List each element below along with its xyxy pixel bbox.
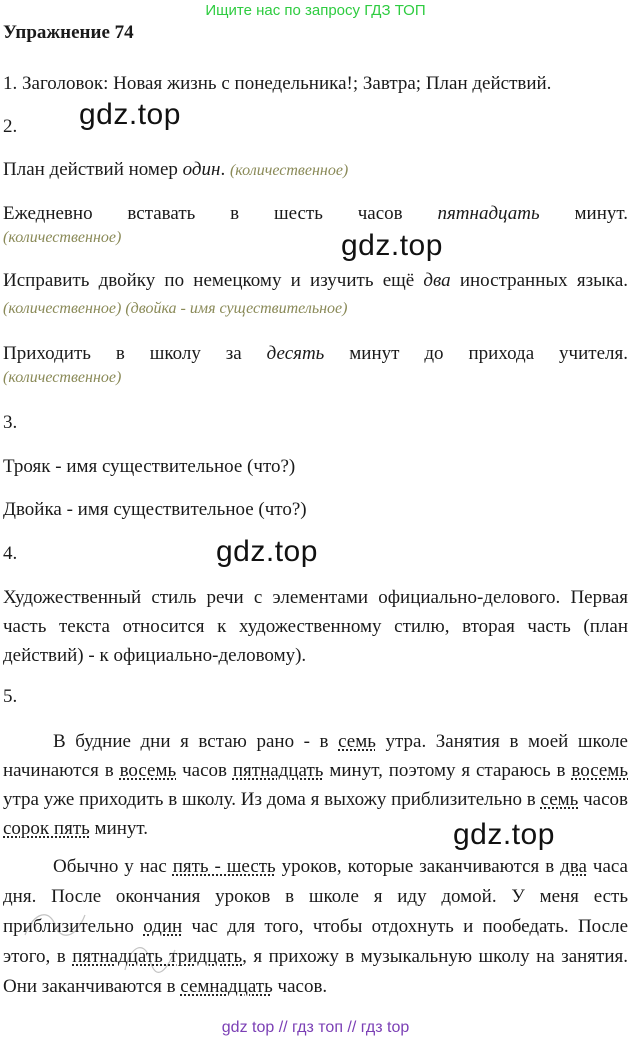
text: час для того, чтобы отдохнуть и пообедать. После этого, в <box>3 916 628 967</box>
text: минут, поэтому я стараюсь в <box>323 760 572 781</box>
plan-text: Исправить двойку по немецкому и изучить ещё <box>3 270 424 291</box>
numeral: пять - шесть <box>172 856 276 877</box>
numeral: восемь <box>571 760 628 781</box>
hint: (количественное) <box>3 369 122 386</box>
doodle-ornament <box>20 905 90 945</box>
plan-item-1 <box>3 156 628 184</box>
plan-text: минут. <box>539 203 628 224</box>
plan-item-2 <box>3 200 628 227</box>
numeral: пятнадцать <box>232 760 324 781</box>
watermark: gdz.top <box>453 818 555 851</box>
numeral: два <box>423 270 451 291</box>
hint: (количественное) <box>3 229 122 246</box>
numeral: десять <box>266 343 325 364</box>
section-1: 1. Заголовок: Новая жизнь с понедельника!; Завтра; План действий. <box>3 73 552 94</box>
numeral: семнадцать <box>180 976 273 997</box>
section-2-label: 2. <box>3 116 18 137</box>
numeral: пятнадцать тридцать <box>72 946 243 967</box>
plan-text: План действий номер <box>3 159 183 180</box>
text: часа дня. После окончания уроков в школе я иду домой. У меня есть приблизительно <box>3 856 628 937</box>
text: В будние дни я встаю рано - в <box>53 731 339 752</box>
text: Обычно у нас <box>53 856 173 877</box>
watermark: gdz.top <box>79 98 181 131</box>
plan-text: Приходить в школу за <box>3 343 267 364</box>
numeral: семь <box>540 789 579 810</box>
numeral: два <box>560 856 587 877</box>
plan-item-3 <box>3 267 628 322</box>
text: часов <box>176 760 233 781</box>
doodle-ornament <box>120 935 180 980</box>
footer-links[interactable]: gdz top // гдз топ // гдз top <box>221 1019 410 1036</box>
section-3-line-2: Двойка - имя существительное (что?) <box>3 499 307 520</box>
plan-item-4 <box>3 340 628 367</box>
plan-text: Ежедневно вставать в шесть часов <box>3 203 438 224</box>
numeral: один <box>182 159 221 180</box>
text: уроков, которые заканчиваются в <box>275 856 561 877</box>
numeral: один <box>143 916 183 937</box>
section-3-line-1: Трояк - имя существительное (что?) <box>3 456 296 477</box>
section-3-label: 3. <box>3 412 18 433</box>
text: утра уже приходить в школу. Из дома я выхожу приблизительно в <box>3 789 541 810</box>
paragraph-2 <box>3 852 628 1002</box>
section-5-label: 5. <box>3 686 18 707</box>
hint: (количественное) (двойка - имя существительное) <box>3 300 348 317</box>
plan-text: . <box>220 159 226 180</box>
text: утра. Занятия в моей школе начинаются в <box>3 731 628 781</box>
text: часов <box>578 789 628 810</box>
numeral: сорок пять <box>3 818 90 839</box>
numeral: пятнадцать <box>437 203 540 224</box>
section-4-text: Художественный стиль речи с элементами официально-делового. Первая часть текста относится к художественному стилю, вторая часть (план действий) - к официально-деловому). <box>3 587 628 666</box>
hint: (количественное) <box>229 162 349 179</box>
numeral: восемь <box>119 760 177 781</box>
watermark: gdz.top <box>341 229 443 262</box>
watermark: gdz.top <box>216 535 318 568</box>
numeral: семь <box>338 731 376 752</box>
text: , я прихожу в музыкальную школу на занятия. Они заканчиваются в <box>3 946 629 997</box>
plan-text: иностранных языка. <box>450 270 629 291</box>
page-title: Упражнение 74 <box>3 22 134 43</box>
section-4-label: 4. <box>3 543 18 564</box>
plan-text: минут до прихода учителя. <box>324 343 628 364</box>
search-banner[interactable]: Ищите нас по запросу ГДЗ ТОП <box>205 2 426 19</box>
text: минут. <box>89 818 149 839</box>
text: часов. <box>272 976 328 997</box>
